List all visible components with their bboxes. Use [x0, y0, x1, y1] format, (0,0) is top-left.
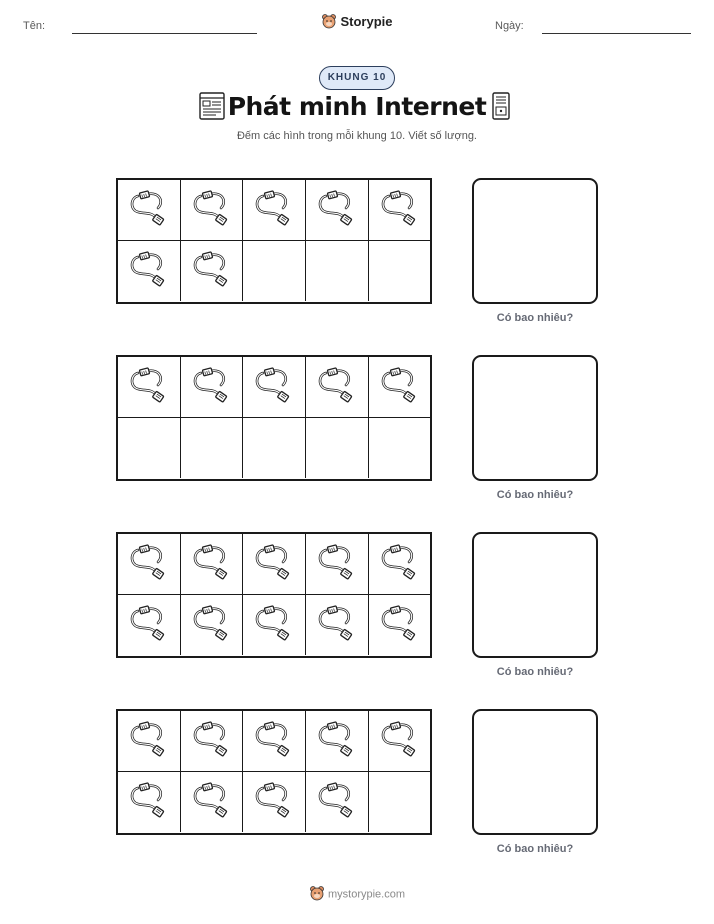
- ten-frame-cell: [306, 418, 369, 479]
- ten-frame-cell: [181, 772, 244, 833]
- ten-frame-cell: [181, 595, 244, 656]
- ten-frame-cell: [118, 180, 181, 241]
- answer-box[interactable]: [472, 532, 598, 658]
- brand-logo: [0, 13, 714, 32]
- ten-frame-cell: [369, 418, 432, 479]
- storypie-bear-icon: [321, 13, 337, 32]
- ten-frame-cell: [369, 241, 432, 302]
- ten-frame-cell: [181, 534, 244, 595]
- ten-frame-cell: [306, 711, 369, 772]
- name-label: Tên:: [23, 20, 46, 32]
- ten-frame: [116, 709, 432, 835]
- answer-question: Có bao nhiêu?: [496, 312, 574, 324]
- name-line[interactable]: [72, 33, 257, 34]
- answer-box[interactable]: [472, 709, 598, 835]
- footer-url: mystorypie.com: [327, 888, 406, 901]
- ten-frame-cell: [118, 595, 181, 656]
- ten-frame-cell: [243, 595, 306, 656]
- date-label: Ngày:: [495, 20, 524, 32]
- ten-frame-cell: [118, 357, 181, 418]
- footer: [0, 885, 714, 904]
- answer-question: Có bao nhiêu?: [496, 489, 574, 501]
- ten-frame-cell: [118, 534, 181, 595]
- ten-frame-cell: [369, 534, 432, 595]
- answer-box[interactable]: [472, 355, 598, 481]
- worksheet-badge: KHUNG 10: [319, 66, 395, 90]
- ten-frame-cell: [118, 711, 181, 772]
- ten-frame-cell: [181, 180, 244, 241]
- brand-name: Storypie: [340, 13, 393, 29]
- ten-frame-cell: [369, 772, 432, 833]
- ten-frame-cell: [369, 357, 432, 418]
- answer-question: Có bao nhiêu?: [496, 843, 574, 855]
- ten-frame-cell: [369, 180, 432, 241]
- ten-frame: [116, 178, 432, 304]
- ten-frame: [116, 532, 432, 658]
- ten-frame-cell: [306, 357, 369, 418]
- ten-frame-cell: [243, 180, 306, 241]
- ten-frame-cell: [118, 241, 181, 302]
- ten-frame-cell: [243, 534, 306, 595]
- page-title: Phát minh Internet: [227, 92, 487, 121]
- ten-frame-cell: [118, 418, 181, 479]
- ten-frame-cell: [181, 241, 244, 302]
- instructions: Đếm các hình trong mỗi khung 10. Viết số lượng.: [236, 130, 477, 142]
- ten-frame-cell: [306, 595, 369, 656]
- ten-frame-cell: [118, 772, 181, 833]
- ten-frame-cell: [369, 595, 432, 656]
- ten-frame: [116, 355, 432, 481]
- ten-frame-cell: [306, 241, 369, 302]
- ten-frame-cell: [369, 711, 432, 772]
- ten-frame-cell: [243, 241, 306, 302]
- ten-frame-cell: [306, 180, 369, 241]
- answer-question: Có bao nhiêu?: [496, 666, 574, 678]
- server-tower-icon: [488, 91, 514, 126]
- ten-frame-cell: [181, 418, 244, 479]
- ten-frame-cell: [181, 711, 244, 772]
- ten-frame-cell: [181, 357, 244, 418]
- date-line[interactable]: [542, 33, 691, 34]
- ten-frame-cell: [243, 418, 306, 479]
- ten-frame-cell: [306, 772, 369, 833]
- ten-frame-cell: [243, 772, 306, 833]
- ten-frame-cell: [243, 711, 306, 772]
- ten-frame-cell: [243, 357, 306, 418]
- answer-box[interactable]: [472, 178, 598, 304]
- storypie-bear-icon: [309, 885, 325, 904]
- ten-frame-cell: [306, 534, 369, 595]
